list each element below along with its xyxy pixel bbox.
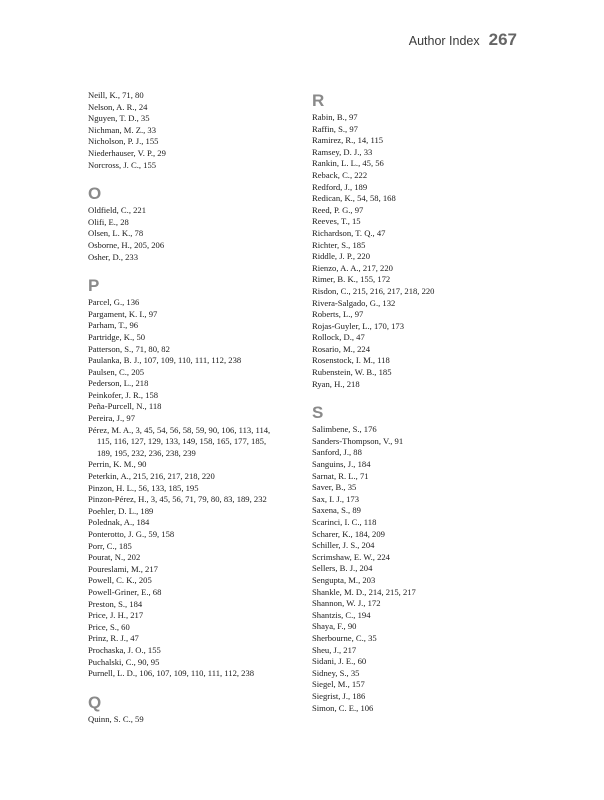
index-entry: Preston, S., 184 [88, 598, 143, 609]
index-entry: Rienzo, A. A., 217, 220 [312, 262, 393, 273]
p-entries-a [88, 297, 293, 436]
index-entry: Peinkofer, J. R., 158 [88, 389, 159, 400]
index-entry: Purnell, L. D., 106, 107, 109, 110, 111, 112, 238 [88, 668, 255, 679]
index-entry: Raffin, S., 97 [312, 123, 358, 134]
index-entry: Scarinci, I. C., 118 [312, 517, 377, 527]
index-entry: Salimbene, S., 176 [312, 424, 377, 435]
n-entries [88, 90, 293, 171]
index-entry: Sherbourne, C., 35 [312, 632, 377, 643]
index-entry: Rosario, M., 224 [312, 343, 371, 354]
index-entry: Olifi, E., 28 [88, 216, 129, 227]
index-entry: Osborne, H., 205, 206 [88, 239, 165, 250]
index-entry: Shaya, F., 90 [312, 621, 357, 632]
index-entry: Nelson, A. R., 24 [88, 101, 148, 112]
index-entry: Powell-Griner, E., 68 [88, 586, 162, 597]
index-entry: Pinzon-Pérez, H., 3, 45, 56, 71, 79, 80, 83, 189, 232 [88, 494, 267, 505]
index-entry: Quinn, S. C., 59 [88, 713, 144, 724]
index-entry: Riddle, J. P., 220 [312, 251, 371, 262]
index-entry: Rosenstock, I. M., 118 [312, 355, 390, 366]
o-entries [88, 205, 293, 263]
index-entry: Sanders-Thompson, V., 91 [312, 435, 404, 446]
r-entries [312, 112, 522, 390]
index-entry: Porr, C., 185 [88, 540, 132, 551]
index-entry: Redican, K., 54, 58, 168 [312, 193, 396, 204]
index-entry: Oldfield, C., 221 [88, 205, 147, 216]
index-entry: Nicholson, P. J., 155 [88, 136, 159, 147]
index-entry: Sengupta, M., 203 [312, 574, 376, 585]
index-entry: Sellers, B. J., 204 [312, 563, 373, 574]
index-entry: Prochaska, J. O., 155 [88, 644, 161, 655]
index-entry-continuation: 115, 116, 127, 129, 133, 149, 158, 165, 177, 185, [97, 436, 267, 447]
index-entry: Reeves, T., 15 [312, 216, 361, 227]
index-entry: Sarnat, R. L., 71 [312, 470, 369, 481]
index-entry: Shannon, W. J., 172 [312, 598, 381, 609]
index-entry: Parcel, G., 136 [88, 297, 140, 308]
index-entry: Pederson, L., 218 [88, 378, 149, 389]
index-entry: Scrimshaw, E. W., 224 [312, 551, 390, 562]
index-entry: Siegel, M., 157 [312, 679, 365, 690]
index-entry: Rubenstein, W. B., 185 [312, 367, 392, 378]
index-entry: Reback, C., 222 [312, 169, 368, 180]
index-entry: Sheu, J., 217 [312, 644, 357, 655]
index-entry: Rollock, D., 47 [312, 332, 365, 343]
section-letter-q: Q [88, 692, 102, 712]
index-entry: Saver, B., 35 [312, 482, 357, 493]
index-entry: Rabin, B., 97 [312, 112, 358, 122]
index-entry: Schiller, J. S., 204 [312, 540, 375, 551]
section-letter-s: S [312, 403, 324, 423]
index-entry: Parham, T., 96 [88, 320, 139, 331]
index-entry: Prinz, R. J., 47 [88, 633, 139, 644]
index-entry: Simon, C. E., 106 [312, 702, 374, 713]
index-entry: Rivera-Salgado, G., 132 [312, 297, 396, 308]
index-column-right [312, 90, 522, 714]
index-entry: Pinzon, H. L., 56, 133, 185, 195 [88, 482, 199, 493]
index-entry: Poureslami, M., 217 [88, 563, 158, 574]
index-entry: Rimer, B. K., 155, 172 [312, 274, 391, 285]
index-entry: Osher, D., 233 [88, 251, 139, 262]
index-entry-continuation: 189, 195, 232, 236, 238, 239 [97, 447, 196, 458]
index-entry: Pargament, K. I., 97 [88, 308, 158, 319]
index-entry: Pourat, N., 202 [88, 552, 141, 563]
index-entry: Puchalski, C., 90, 95 [88, 656, 160, 667]
index-entry: Peterkin, A., 215, 216, 217, 218, 220 [88, 471, 215, 482]
index-entry: Powell, C. K., 205 [88, 575, 152, 586]
index-entry: Saxena, S., 89 [312, 505, 361, 516]
index-entry: Nichman, M. Z., 33 [88, 124, 157, 135]
index-entry: Rankin, L. L., 45, 56 [312, 158, 384, 169]
index-entry: Peña-Purcell, N., 118 [88, 401, 162, 412]
index-entry: Polednak, A., 184 [88, 517, 150, 528]
index-entry: Partridge, K., 50 [88, 331, 146, 342]
index-entry: Sidani, J. E., 60 [312, 656, 367, 667]
index-entry: Sidney, S., 35 [312, 667, 360, 678]
section-letter-p: P [88, 276, 100, 296]
index-entry: Roberts, L., 97 [312, 309, 364, 320]
index-entry: Pérez, M. A., 3, 45, 54, 56, 58, 59, 90, 106, 113, 114, [88, 424, 271, 435]
q-entries [88, 714, 293, 726]
running-header [409, 30, 517, 50]
index-entry: Paulanka, B. J., 107, 109, 110, 111, 112, 238 [88, 355, 242, 366]
index-entry: Norcross, J. C., 155 [88, 159, 157, 170]
index-entry: Ryan, H., 218 [312, 378, 360, 389]
index-entry: Sax, I. J., 173 [312, 493, 360, 504]
index-entry: Risdon, C., 215, 216, 217, 218, 220 [312, 285, 435, 296]
index-entry: Nguyen, T. D., 35 [88, 113, 150, 124]
index-entry: Siegrist, J., 186 [312, 690, 366, 701]
index-entry: Sanguins, J., 184 [312, 459, 371, 470]
perez-continuation [88, 436, 293, 459]
index-entry: Price, S., 60 [88, 621, 130, 632]
index-entry: Reed, P. G., 97 [312, 204, 364, 215]
section-letter-o: O [88, 184, 102, 204]
running-header-title: Author Index [408, 34, 480, 48]
index-entry: Scharer, K., 184, 209 [312, 528, 385, 539]
index-entry: Ramirez, R., 14, 115 [312, 135, 384, 146]
index-entry: Paulsen, C., 205 [88, 366, 145, 377]
index-entry: Shantzis, C., 194 [312, 609, 371, 620]
index-entry: Richardson, T. Q., 47 [312, 227, 386, 238]
index-entry: Price, J. H., 217 [88, 610, 144, 621]
section-letter-r: R [312, 91, 325, 110]
index-entry: Perrin, K. M., 90 [88, 459, 147, 470]
index-entry: Sanford, J., 88 [312, 447, 362, 458]
index-entry: Olsen, L. K., 78 [88, 228, 144, 239]
p-entries-b [88, 459, 293, 679]
index-entry: Niederhauser, V. P., 29 [88, 147, 166, 158]
index-entry: Rojas-Guyler, L., 170, 173 [312, 320, 405, 331]
s-entries [312, 424, 522, 714]
index-entry: Shankle, M. D., 214, 215, 217 [312, 586, 416, 597]
index-entry: Richter, S., 185 [312, 239, 366, 250]
index-entry: Neill, K., 71, 80 [88, 90, 144, 100]
index-entry: Ponterotto, J. G., 59, 158 [88, 529, 175, 539]
index-entry: Ramsey, D. J., 33 [312, 146, 373, 157]
index-entry: Patterson, S., 71, 80, 82 [88, 343, 170, 354]
index-entry: Poehler, D. L., 189 [88, 505, 154, 516]
index-entry: Pereira, J., 97 [88, 413, 136, 424]
page-number: 267 [488, 30, 517, 49]
index-column-left [88, 90, 293, 725]
index-entry: Redford, J., 189 [312, 181, 368, 192]
